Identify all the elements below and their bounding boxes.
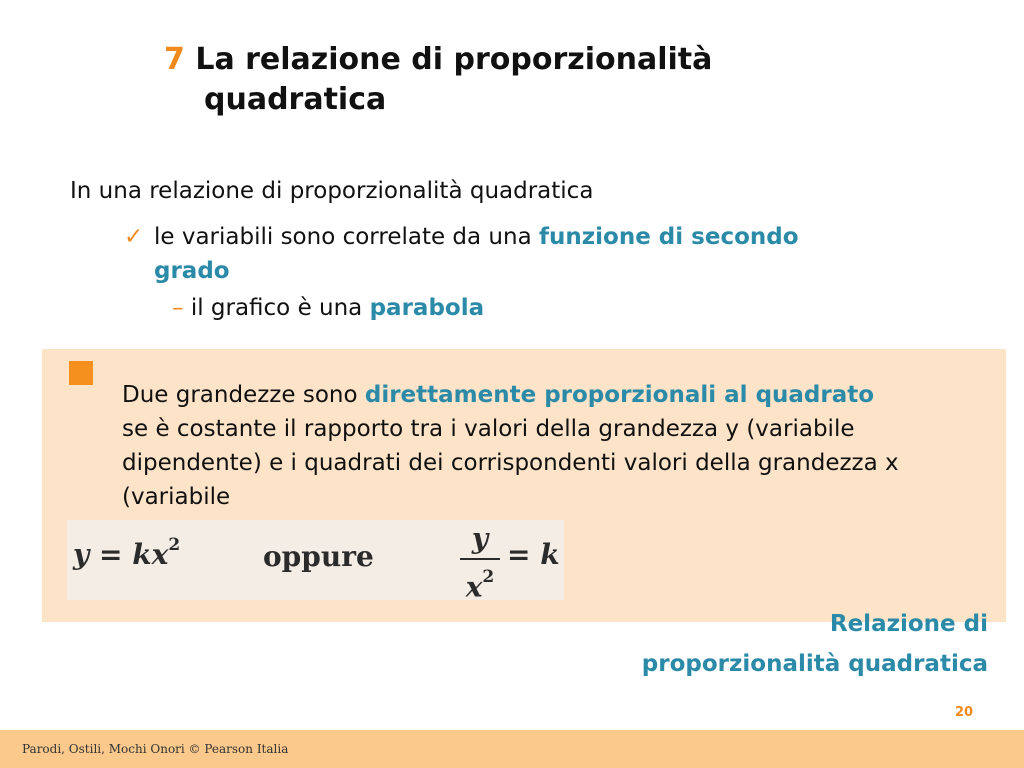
bullet-parabola	[172, 295, 484, 321]
definition-text2: se è costante il rapporto tra i valori della grandezza y (variabile dipendente) e i quadrati dei corrispondenti valori della grandezza x (variabile	[122, 416, 899, 510]
fraction-bar	[460, 558, 500, 560]
bullet1-text: le variabili sono correlate da una	[154, 224, 539, 250]
formula-oppure: oppure	[263, 540, 374, 573]
title-line2: quadratica	[204, 82, 387, 117]
caption-line2: proporzionalità quadratica	[641, 651, 988, 677]
title-line1: La relazione di proporzionalità	[195, 42, 713, 77]
formula-right: = k	[507, 538, 560, 571]
bullet2-text: il grafico è una	[190, 295, 370, 321]
check-icon: ✓	[124, 224, 144, 250]
definition-accent: direttamente proporzionali al quadrato	[364, 382, 875, 408]
title-number: 7	[164, 42, 185, 77]
formula-left: $y = kx^2$	[73, 534, 181, 571]
fraction-denominator: $x^2$	[465, 567, 495, 604]
bullet-functions	[124, 220, 824, 288]
bullet1-accent: funzione di secondo grado	[154, 224, 799, 284]
fraction-numerator: y	[471, 522, 489, 555]
caption	[642, 604, 988, 684]
footer-credit: Parodi, Ostili, Mochi Onori © Pearson Italia	[22, 742, 289, 756]
formula-fraction	[460, 522, 500, 604]
intro-text: In una relazione di proporzionalità quadratica	[70, 178, 594, 204]
bullet2-accent: parabola	[369, 295, 485, 321]
caption-line1: Relazione di	[829, 611, 988, 637]
square-bullet-icon	[69, 361, 93, 385]
footer-bar	[0, 730, 1024, 768]
formula-image	[67, 520, 564, 604]
dash-marker: –	[172, 295, 184, 321]
page-number: 20	[955, 705, 974, 720]
slide-title	[164, 40, 712, 120]
definition-text1: Due grandezze sono	[122, 382, 365, 408]
definition-text	[122, 378, 902, 514]
